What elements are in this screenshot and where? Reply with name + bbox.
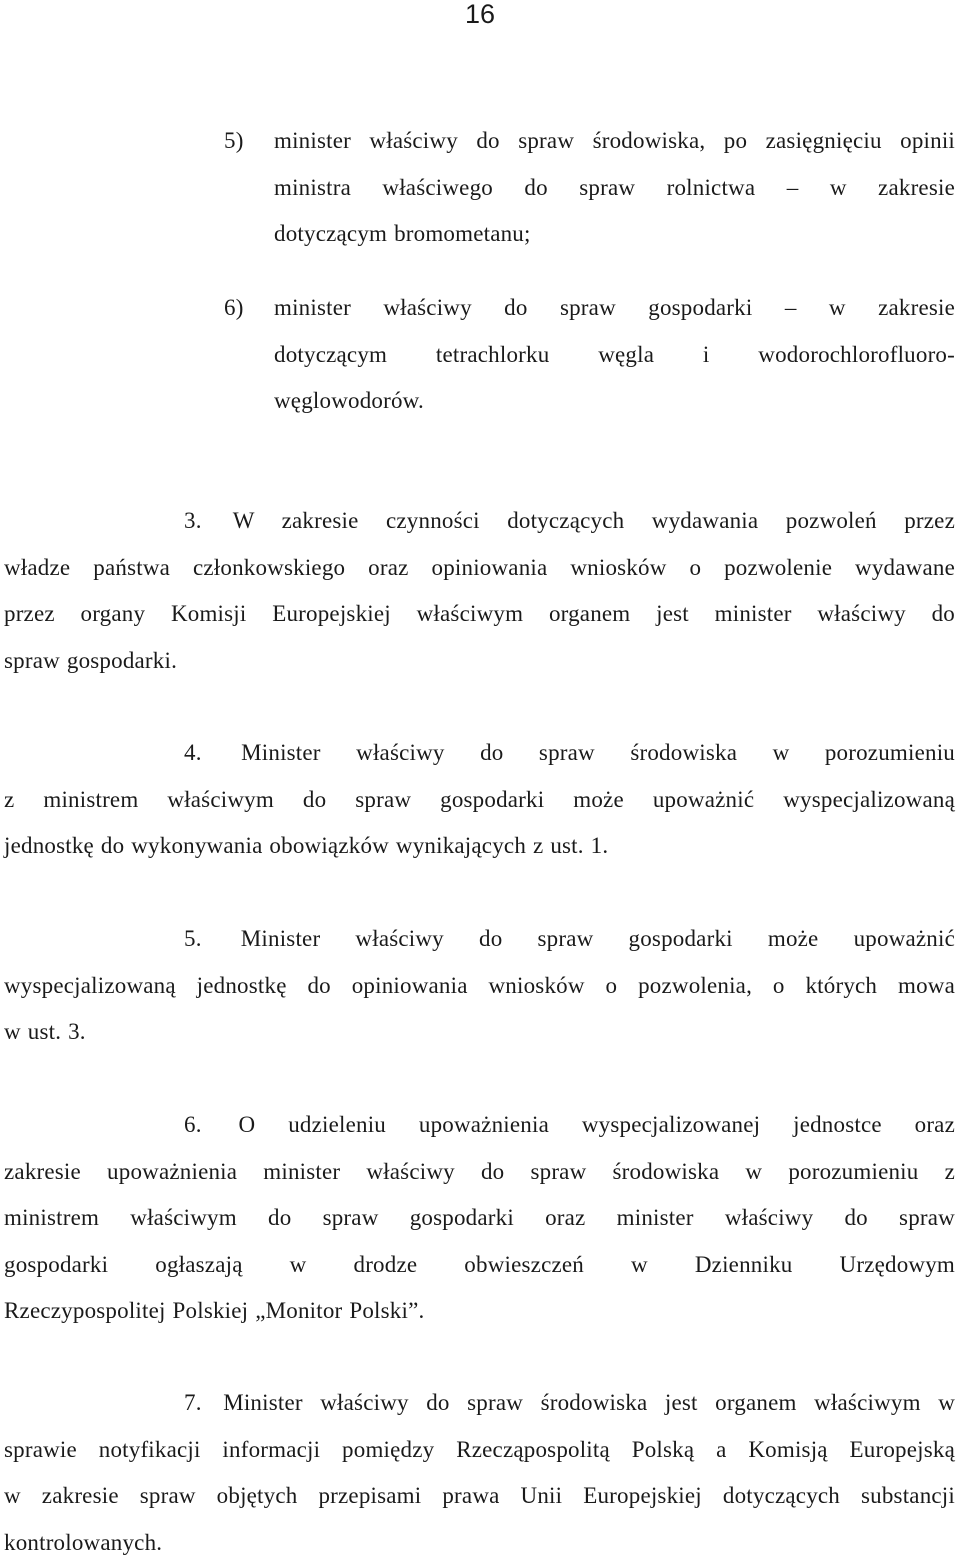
paragraph-number: 5. (184, 926, 202, 951)
list-item-body (274, 285, 955, 425)
text-line: węglowodorów. (274, 378, 955, 425)
paragraph-3 (4, 498, 955, 684)
text-line: w zakresie spraw objętych przepisami prawa Unii Europejskiej dotyczących substancji (4, 1473, 955, 1520)
text-line: gospodarki ogłaszają w drodze obwieszczeń w Dzienniku Urzędowym (4, 1242, 955, 1289)
text-line: zakresie upoważnienia minister właściwy do spraw środowiska w porozumieniu z (4, 1149, 955, 1196)
text-line: minister właściwy do spraw środowiska, po zasięgnięciu opinii (274, 118, 955, 165)
text-line: 6. O udzieleniu upoważnienia wyspecjalizowanej jednostce oraz (4, 1102, 955, 1149)
list-item-number: 6) (224, 285, 244, 332)
paragraph-6 (4, 1102, 955, 1335)
text-line: władze państwa członkowskiego oraz opiniowania wniosków o pozwolenie wydawane (4, 545, 955, 592)
text-line: ministra właściwego do spraw rolnictwa – w zakresie (274, 165, 955, 212)
list-item-5 (224, 118, 955, 258)
text-line: sprawie notyfikacji informacji pomiędzy Rzecząpospolitą Polską a Komisją Europejską (4, 1427, 955, 1474)
text-line: 5. Minister właściwy do spraw gospodarki może upoważnić (4, 916, 955, 963)
text-line: przez organy Komisji Europejskiej właściwym organem jest minister właściwy do (4, 591, 955, 638)
text-line: minister właściwy do spraw gospodarki – w zakresie (274, 285, 955, 332)
text-line: 4. Minister właściwy do spraw środowiska w porozumieniu (4, 730, 955, 777)
list-item-number: 5) (224, 118, 244, 165)
text-line: Rzeczypospolitej Polskiej „Monitor Polski”. (4, 1288, 955, 1335)
text-line: 7. Minister właściwy do spraw środowiska jest organem właściwym w (4, 1380, 955, 1427)
paragraph-number: 6. (184, 1112, 202, 1137)
page-number: 16 (0, 0, 960, 30)
paragraph-7 (4, 1380, 955, 1566)
paragraph-number: 4. (184, 740, 202, 765)
paragraph-5 (4, 916, 955, 1056)
text-line: jednostkę do wykonywania obowiązków wynikających z ust. 1. (4, 823, 955, 870)
list-item-6 (224, 285, 955, 425)
text-line: wyspecjalizowaną jednostkę do opiniowania wniosków o pozwolenia, o których mowa (4, 963, 955, 1010)
text-line: w ust. 3. (4, 1009, 955, 1056)
text-line: spraw gospodarki. (4, 638, 955, 685)
paragraph-number: 7. (184, 1390, 202, 1415)
text-line: z ministrem właściwym do spraw gospodarki może upoważnić wyspecjalizowaną (4, 777, 955, 824)
text-line: dotyczącym bromometanu; (274, 211, 955, 258)
paragraph-4 (4, 730, 955, 870)
text-line: ministrem właściwym do spraw gospodarki oraz minister właściwy do spraw (4, 1195, 955, 1242)
paragraph-number: 3. (184, 508, 202, 533)
text-line: 3. W zakresie czynności dotyczących wydawania pozwoleń przez (4, 498, 955, 545)
list-item-body (274, 118, 955, 258)
text-line: kontrolowanych. (4, 1520, 955, 1566)
text-line: dotyczącym tetrachlorku węgla i wodorochlorofluoro- (274, 332, 955, 379)
